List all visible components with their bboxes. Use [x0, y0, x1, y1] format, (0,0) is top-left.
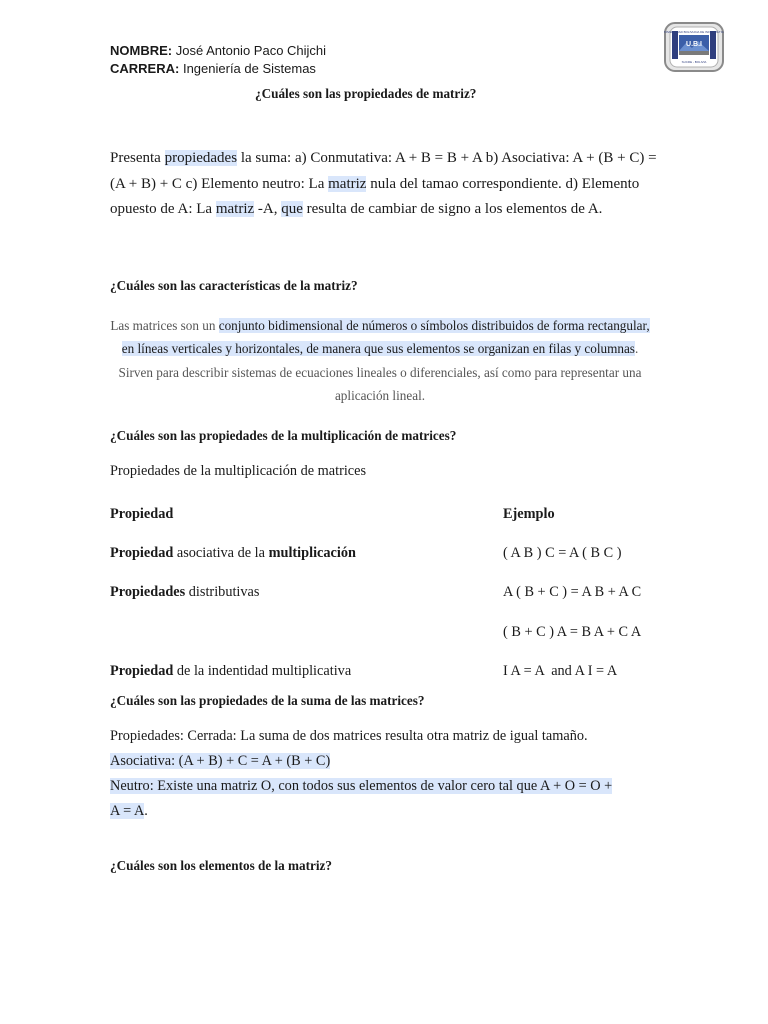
sum-property-associative: Asociativa: (A + B) + C = A + (B + C) — [110, 753, 331, 769]
property-keyword: multiplicación — [268, 545, 356, 561]
svg-text:U.B.I: U.B.I — [686, 41, 702, 48]
text-run: resulta de cambiar de signo a los elementos de A. — [302, 201, 603, 217]
highlighted-term: propiedades — [164, 150, 238, 166]
sum-property-neutral: Neutro: Existe una matriz O, con todos sus elementos de valor cero tal que A + O = O + — [110, 778, 613, 794]
text-run: Presenta — [110, 150, 165, 166]
student-name-line — [110, 42, 326, 59]
name-value: José Antonio Paco Chijchi — [175, 43, 327, 58]
question-title-2: ¿Cuáles son las características de la matriz? — [110, 278, 358, 293]
table-header — [110, 505, 670, 523]
text-run: la suma: a) Conmutativa: A + B = B + A b) Asociativa: A + (B + C) = (A + B) + C c) Elemento neutro: La — [110, 150, 657, 192]
career-label: CARRERA: — [110, 61, 180, 76]
question-title-5: ¿Cuáles son los elementos de la matriz? — [110, 858, 332, 873]
text-run: . — [144, 803, 148, 819]
table-row — [110, 662, 670, 680]
example-formula: I A = A and A I = A — [503, 663, 618, 679]
answer-block-4 — [110, 724, 660, 824]
answer-quote-2 — [108, 314, 652, 407]
column-header-property: Propiedad — [110, 506, 174, 522]
table-intro: Propiedades de la multiplicación de matrices — [110, 463, 367, 479]
career-value: Ingeniería de Sistemas — [182, 61, 316, 76]
property-keyword: Propiedades — [110, 584, 186, 600]
university-logo — [664, 22, 724, 72]
highlighted-term: matriz — [328, 175, 367, 192]
question-title-3: ¿Cuáles son las propiedades de la multiplicación de matrices? — [110, 428, 457, 443]
question-title-4: ¿Cuáles son las propiedades de la suma de las matrices? — [110, 693, 425, 708]
property-text: distributivas — [185, 584, 260, 600]
svg-text:SUCRE - BOLIVIA: SUCRE - BOLIVIA — [681, 60, 707, 64]
column-header-example: Ejemplo — [503, 506, 555, 522]
text-run: -A, — [254, 201, 282, 217]
highlighted-definition: conjunto bidimensional de números o símbolos distribuidos de forma rectangular, en líneas verticales y horizontales, de manera que sus elementos se organizan en filas y columnas — [121, 318, 650, 357]
property-text: asociativa de la — [173, 545, 269, 561]
name-label: NOMBRE: — [110, 43, 173, 58]
example-formula: ( A B ) C = A ( B C ) — [503, 545, 622, 561]
property-keyword: Propiedad — [110, 663, 174, 679]
question-title-1: ¿Cuáles son las propiedades de matriz? — [255, 86, 477, 101]
answer-paragraph-1 — [110, 146, 658, 223]
sum-property-closed: Propiedades: Cerrada: La suma de dos matrices resulta otra matriz de igual tamaño. — [110, 728, 588, 744]
sum-property-neutral-end: A = A — [110, 803, 145, 819]
property-text: de la indentidad multiplicativa — [173, 663, 352, 679]
table-row — [110, 544, 670, 562]
career-line — [110, 60, 316, 77]
highlighted-term: que — [281, 201, 303, 217]
text-run: Las matrices son un — [110, 318, 219, 333]
table-row — [110, 583, 670, 601]
text-run: nula del tamao correspondiente. d) Elemento opuesto de A: La — [110, 175, 640, 217]
example-formula: ( B + C ) A = B A + C A — [503, 624, 642, 640]
text-run: . Sirven para describir sistemas de ecuaciones lineales o diferenciales, así como para representar una aplicación lineal. — [118, 341, 642, 403]
property-keyword: Propiedad — [110, 545, 174, 561]
example-formula: A ( B + C ) = A B + A C — [503, 584, 642, 600]
highlighted-term: matriz — [215, 201, 255, 217]
svg-text:UNIVERSIDAD BOLIVIANA DE INFOR: UNIVERSIDAD BOLIVIANA DE INFORMÁTICA — [664, 30, 724, 34]
